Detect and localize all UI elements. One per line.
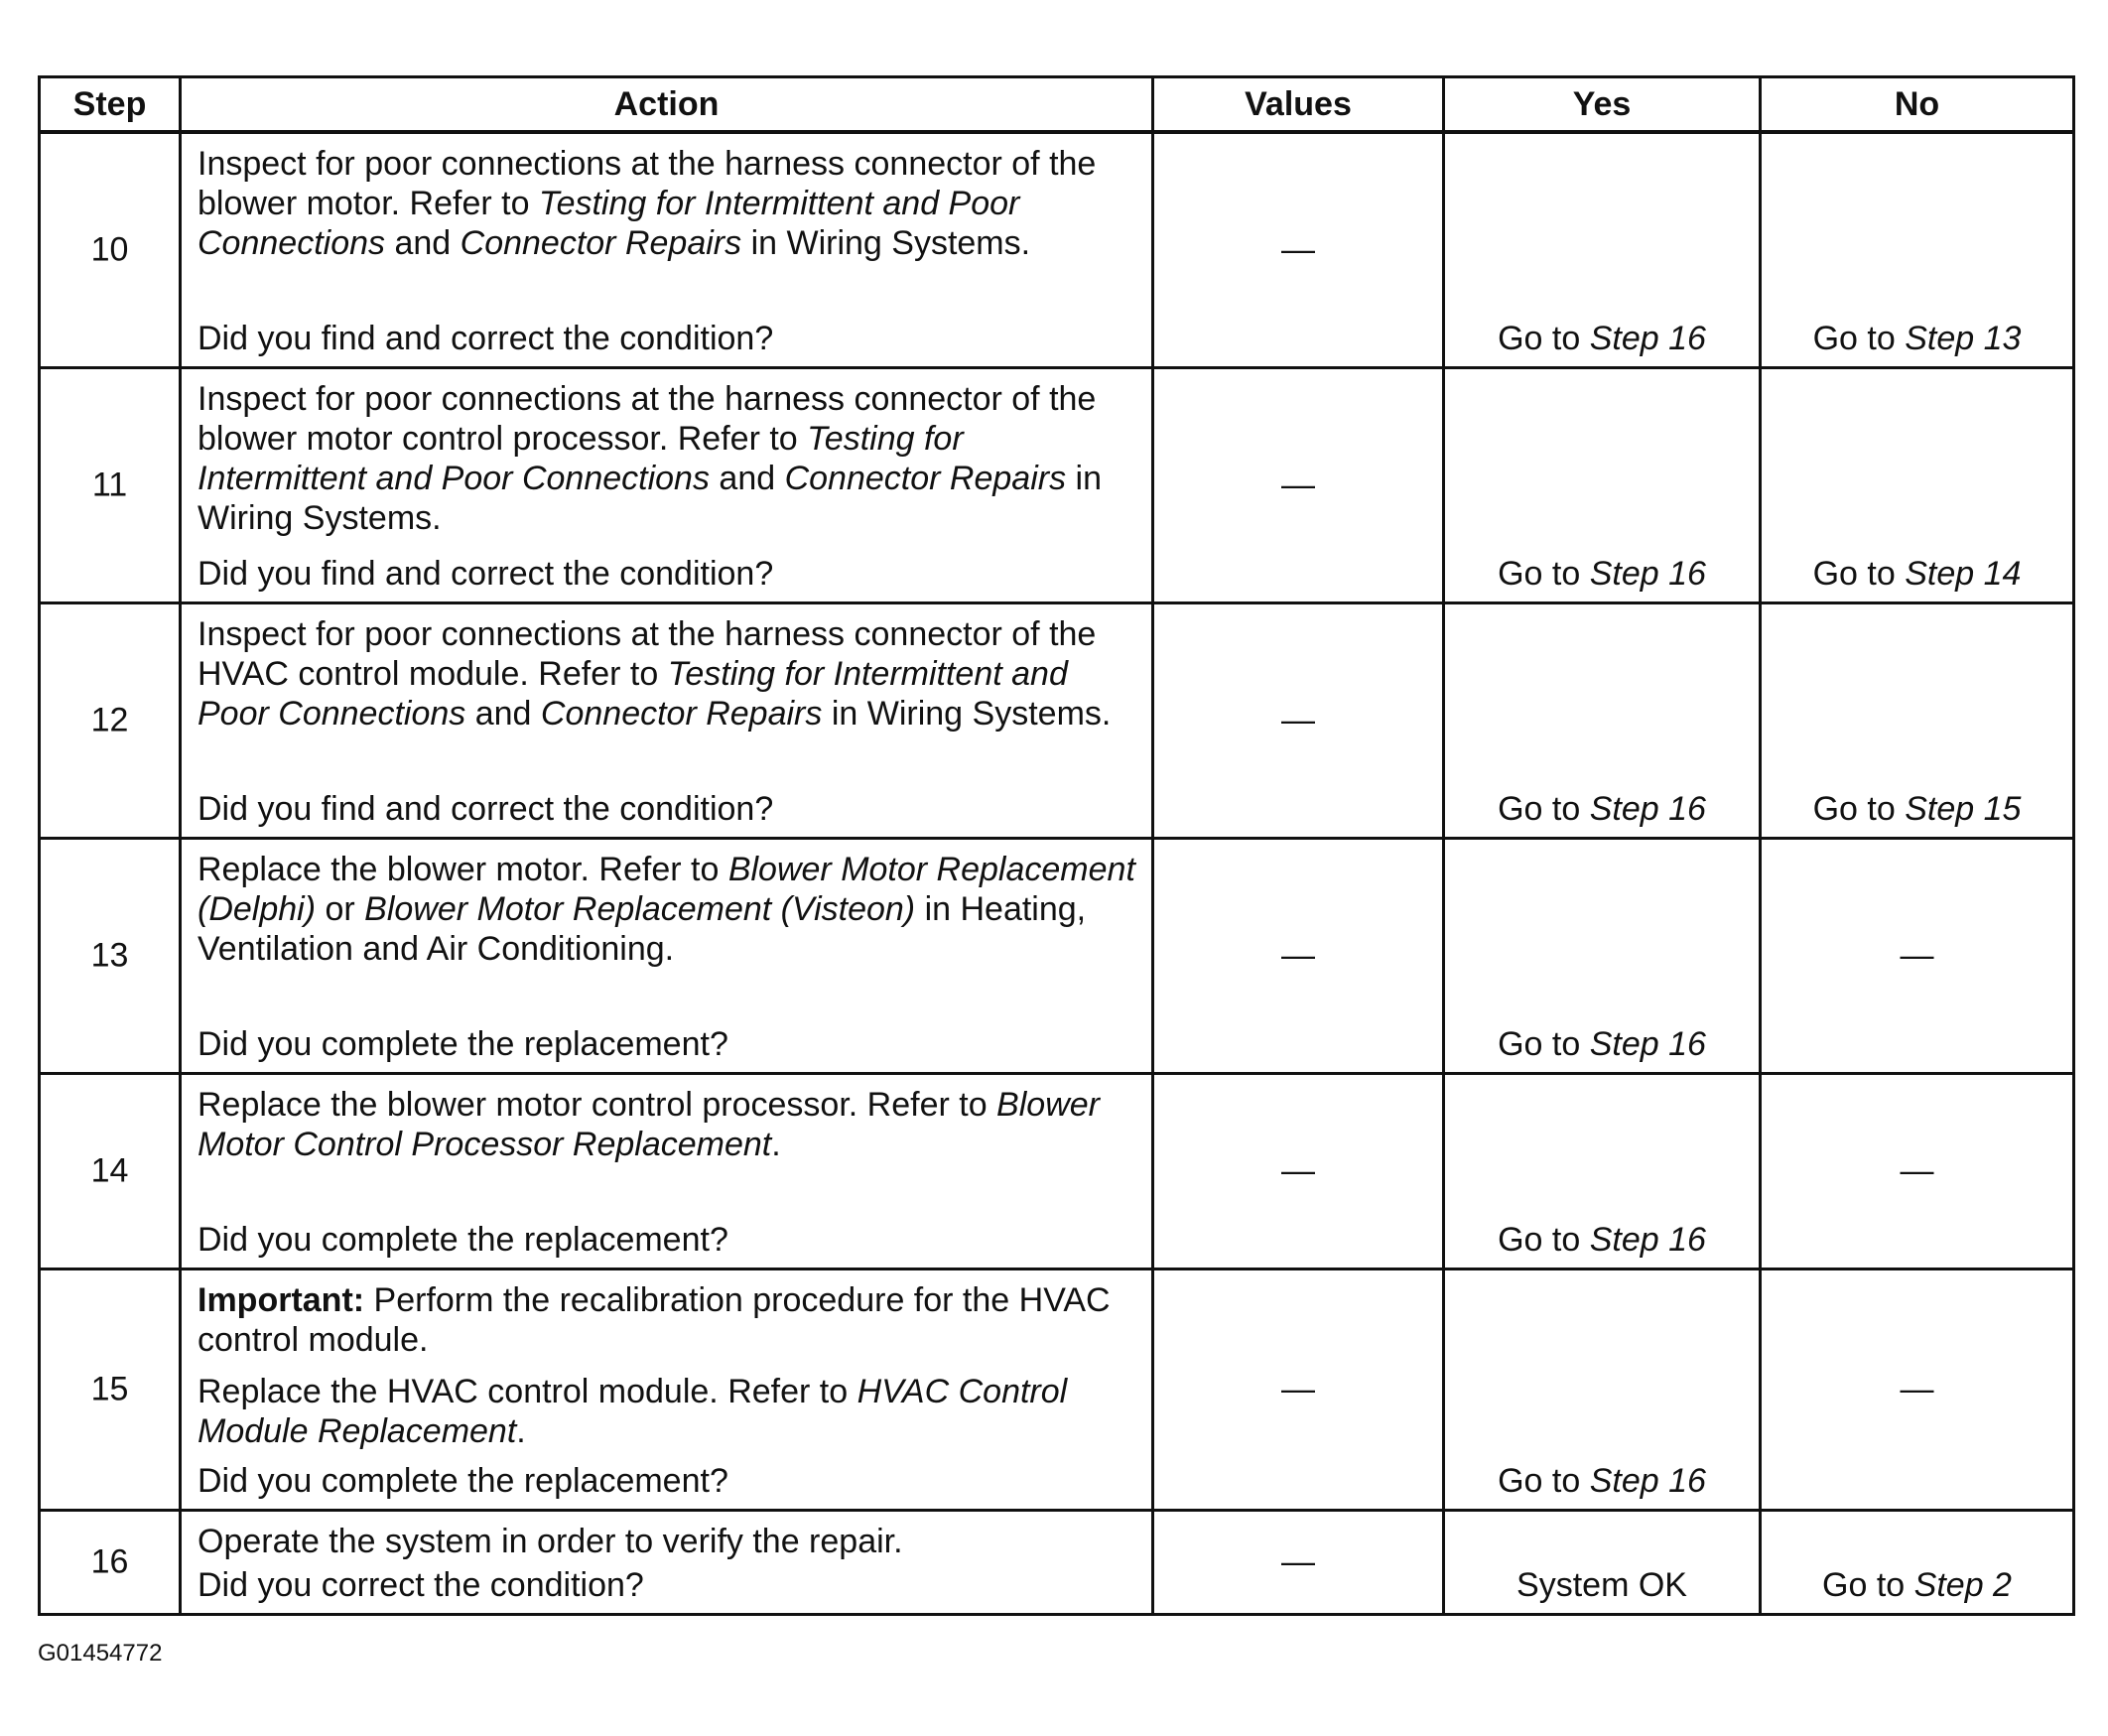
yes-cell — [1444, 1511, 1761, 1615]
values-dash: — — [1281, 701, 1315, 739]
yes-cell — [1444, 368, 1761, 603]
document-reference: Blower Motor Replacement (Visteon) — [364, 890, 916, 928]
action-text — [182, 134, 1151, 263]
action-paragraph — [198, 1280, 1135, 1360]
action-cell — [181, 368, 1153, 603]
goto-step-ref: Step 16 — [1589, 1025, 1706, 1063]
no-cell — [1761, 1269, 2074, 1511]
step-question: Did you find and correct the condition? — [198, 555, 774, 593]
step-cell — [40, 603, 181, 839]
action-text-run: Replace the blower motor. Refer to — [198, 851, 728, 888]
header-yes: Yes — [1444, 77, 1761, 133]
yes-cell — [1444, 1074, 1761, 1269]
step-number: 12 — [90, 701, 129, 739]
document-reference: Testing for Intermittent and Poor Connections — [198, 655, 1068, 733]
values-cell — [1153, 1074, 1444, 1269]
no-cell — [1761, 1511, 2074, 1615]
no-dash: — — [1900, 1370, 1934, 1408]
step-cell — [40, 839, 181, 1074]
action-cell — [181, 603, 1153, 839]
yes-goto — [1445, 789, 1759, 829]
values-cell — [1153, 1511, 1444, 1615]
no-goto — [1762, 319, 2072, 358]
action-paragraph — [198, 1522, 1135, 1561]
action-cell — [181, 132, 1153, 368]
yes-goto — [1445, 1024, 1759, 1064]
no-cell — [1761, 603, 2074, 839]
action-text — [182, 1075, 1151, 1164]
no-cell — [1761, 132, 2074, 368]
action-text-run: in Wiring Systems. — [822, 695, 1112, 733]
action-text-run: in Wiring Systems. — [741, 224, 1031, 262]
action-paragraph — [198, 144, 1135, 263]
goto-step-ref: Step 16 — [1589, 1221, 1706, 1259]
document-reference: HVAC Control Module Replacement — [198, 1373, 1068, 1450]
step-number: 13 — [90, 936, 129, 975]
yes-cell — [1444, 603, 1761, 839]
goto-prefix: Go to — [1822, 1566, 1906, 1604]
values-cell — [1153, 132, 1444, 368]
header-no: No — [1761, 77, 2074, 133]
action-text-run: and — [465, 695, 541, 733]
action-text-run: Replace the blower motor control processor. Refer to — [198, 1086, 997, 1124]
document-reference: Connector Repairs — [460, 224, 742, 262]
action-text-run: in Wiring Systems. — [198, 460, 1102, 537]
table-header-row — [40, 77, 2074, 133]
goto-prefix: Go to — [1498, 1025, 1581, 1063]
action-text — [182, 369, 1151, 538]
action-text — [182, 604, 1151, 734]
values-cell — [1153, 603, 1444, 839]
goto-prefix: Go to — [1812, 555, 1896, 593]
table-row — [40, 132, 2074, 368]
no-dash: — — [1900, 1151, 1934, 1190]
action-paragraph — [198, 614, 1135, 734]
action-text — [182, 1270, 1151, 1451]
action-text-run: and — [709, 460, 785, 497]
action-cell — [181, 1269, 1153, 1511]
action-text — [182, 1512, 1151, 1561]
yes-cell — [1444, 839, 1761, 1074]
yes-goto — [1445, 1461, 1759, 1501]
yes-result: System OK — [1516, 1566, 1687, 1604]
goto-step-ref: Step 16 — [1589, 555, 1706, 593]
action-cell — [181, 1074, 1153, 1269]
header-action: Action — [181, 77, 1153, 133]
document-reference: Blower Motor Control Processor Replacement — [198, 1086, 1100, 1163]
step-question: Did you complete the replacement? — [198, 1462, 728, 1500]
goto-step-ref: Step 14 — [1905, 555, 2022, 593]
step-number: 15 — [90, 1370, 129, 1408]
action-text — [182, 840, 1151, 969]
action-text-run: . — [516, 1412, 526, 1450]
step-number: 14 — [90, 1151, 129, 1190]
action-text-run: Operate the system in order to verify the repair. — [198, 1523, 903, 1560]
action-text-run: . — [771, 1126, 781, 1163]
goto-prefix: Go to — [1812, 790, 1896, 828]
values-dash: — — [1281, 230, 1315, 269]
goto-prefix: Go to — [1498, 555, 1581, 593]
header-values: Values — [1153, 77, 1444, 133]
no-dash: — — [1900, 936, 1934, 975]
step-question: Did you complete the replacement? — [198, 1025, 728, 1063]
yes-cell — [1444, 132, 1761, 368]
step-cell — [40, 1074, 181, 1269]
action-text-run: Perform the recalibration procedure for the HVAC control module. — [198, 1281, 1111, 1359]
no-cell — [1761, 368, 2074, 603]
yes-goto — [1445, 554, 1759, 594]
values-cell — [1153, 1269, 1444, 1511]
action-cell — [181, 839, 1153, 1074]
step-cell — [40, 368, 181, 603]
goto-step-ref: Step 15 — [1905, 790, 2022, 828]
header-step: Step — [40, 77, 181, 133]
document-reference: Testing for Intermittent and Poor Connections — [198, 420, 964, 497]
document-reference: Connector Repairs — [784, 460, 1067, 497]
no-cell — [1761, 1074, 2074, 1269]
action-paragraph — [198, 1085, 1135, 1164]
diagnostic-table-sheet — [38, 75, 2072, 1616]
goto-prefix: Go to — [1498, 320, 1581, 357]
action-text-run: in Heating, Ventilation and Air Conditioning. — [198, 890, 1087, 968]
action-cell — [181, 1511, 1153, 1615]
table-row — [40, 1269, 2074, 1511]
step-question: Did you complete the replacement? — [198, 1221, 728, 1259]
important-label: Important: — [198, 1281, 365, 1319]
goto-prefix: Go to — [1498, 1462, 1581, 1500]
table-row — [40, 368, 2074, 603]
goto-step-ref: Step 13 — [1905, 320, 2022, 357]
goto-prefix: Go to — [1812, 320, 1896, 357]
action-text-run: Inspect for poor connections at the harness connector of the blower motor control processor. Refer to — [198, 380, 1097, 458]
goto-prefix: Go to — [1498, 1221, 1581, 1259]
table-row — [40, 1074, 2074, 1269]
step-number: 11 — [91, 466, 128, 504]
values-dash: — — [1281, 1542, 1315, 1581]
action-paragraph — [198, 1372, 1135, 1451]
action-text-run: Replace the HVAC control module. Refer to — [198, 1373, 857, 1410]
step-cell — [40, 132, 181, 368]
table-body — [40, 132, 2074, 1615]
step-number: 16 — [90, 1542, 129, 1581]
values-dash: — — [1281, 1151, 1315, 1190]
action-text-run: Inspect for poor connections at the harness connector of the blower motor. Refer to — [198, 145, 1097, 222]
step-number: 10 — [90, 230, 129, 269]
goto-step-ref: Step 2 — [1913, 1566, 2012, 1604]
values-cell — [1153, 839, 1444, 1074]
table-row — [40, 839, 2074, 1074]
values-cell — [1153, 368, 1444, 603]
goto-step-ref: Step 16 — [1589, 1462, 1706, 1500]
document-reference: Testing for Intermittent and Poor Connections — [198, 185, 1020, 262]
action-text-run: or — [316, 890, 365, 928]
step-question: Did you find and correct the condition? — [198, 790, 774, 828]
action-paragraph — [198, 379, 1135, 538]
action-text-run: Inspect for poor connections at the harness connector of the HVAC control module. Refer to — [198, 615, 1097, 693]
step-question: Did you find and correct the condition? — [198, 320, 774, 357]
goto-step-ref: Step 16 — [1589, 320, 1706, 357]
yes-goto — [1445, 1220, 1759, 1260]
diagnostic-steps-table — [38, 75, 2075, 1616]
step-cell — [40, 1269, 181, 1511]
step-question: Did you correct the condition? — [198, 1566, 644, 1604]
figure-id: G01454772 — [38, 1640, 163, 1667]
goto-step-ref: Step 16 — [1589, 790, 1706, 828]
document-reference: Blower Motor Replacement (Delphi) — [198, 851, 1135, 928]
yes-goto — [1445, 319, 1759, 358]
values-dash: — — [1281, 1370, 1315, 1408]
no-cell — [1761, 839, 2074, 1074]
step-cell — [40, 1511, 181, 1615]
document-reference: Connector Repairs — [540, 695, 823, 733]
yes-cell — [1444, 1269, 1761, 1511]
action-paragraph — [198, 850, 1135, 969]
table-row — [40, 1511, 2074, 1615]
no-goto — [1762, 789, 2072, 829]
no-goto — [1762, 554, 2072, 594]
values-dash: — — [1281, 466, 1315, 504]
values-dash: — — [1281, 936, 1315, 975]
action-text-run: and — [385, 224, 461, 262]
no-goto — [1762, 1565, 2072, 1605]
goto-prefix: Go to — [1498, 790, 1581, 828]
table-row — [40, 603, 2074, 839]
